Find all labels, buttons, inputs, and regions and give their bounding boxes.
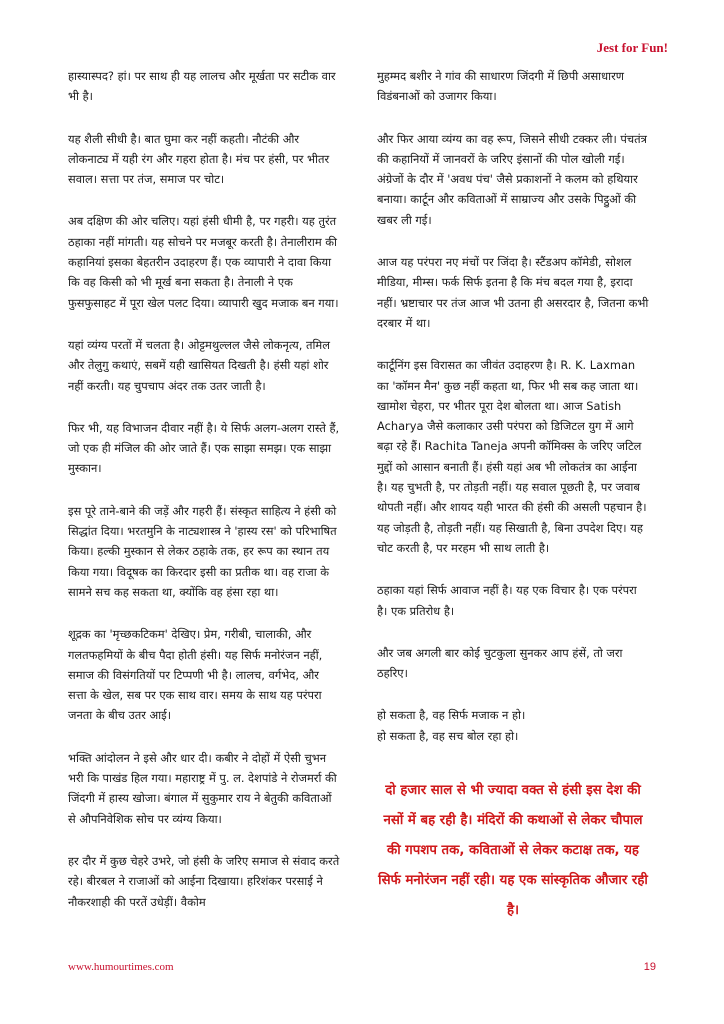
pull-quote: दो हजार साल से भी ज्यादा वक्त से हंसी इस देश की नसों में बह रही है। मंदिरों की कथाओं से लेकर चौपाल की गपशप तक, कविताओं से लेकर कटाक्ष तक, यह सिर्फ मनोरंजन नहीं रही। यह एक सांस्कृतिक औजार रही है। [378,783,648,919]
paragraph: मुहम्मद बशीर ने गांव की साधारण जिंदगी में छिपी असाधारण विडंबनाओं को उजागर किया। [377,69,624,104]
paragraph: इस पूरे ताने-बाने की जड़ें और गहरी हैं। संस्कृत साहित्य ने हंसी को सिद्धांत दिया। भरतमुनि के नाट्यशास्त्र ने 'हास्य रस' को परिभाषित किया। हल्की मुस्कान से लेकर ठहाके तक, हर रूप का स्थान तय किया गया। विदूषक का किरदार इसी का प्रतीक था। वह राजा के सामने सच कह सकता था, क्योंकि वह हंसा रहा था। [68,503,337,599]
paragraph: भक्ति आंदोलन ने इसे और धार दी। कबीर ने दोहों में ऐसी चुभन भरी कि पाखंड हिल गया। महाराष्ट्र में पु. ल. देशपांडे ने रोजमर्रा की जिंदगी में हास्य खोजा। बंगाल में सुकुमार राय ने बेतुकी कविताओं से औपनिवेशिक सोच पर व्यंग्य किया। [68,750,337,826]
right-column [377,66,649,926]
running-head: Jest for Fun! [596,40,668,55]
paragraph: यहां व्यंग्य परतों में चलता है। ओट्टमथुल्लल जैसे लोकनृत्य, तमिल और तेलुगु कथाएं, सबमें यही खासियत दिखती है। हंसी यहां शोर नहीं करती। यह चुपचाप अंदर तक उतर जाती है। [68,337,330,393]
paragraph: और जब अगली बार कोई चुटकुला सुनकर आप हंसें, तो जरा ठहरिए। [377,645,623,681]
paragraph: हास्यास्पद? हां। पर साथ ही यह लालच और मूर्खता पर सटीक वार भी है। [68,69,336,104]
paragraph: हो सकता है, वह सिर्फ मजाक न हो। हो सकता है, वह सच बोल रहा हो। [377,708,526,743]
footer-url[interactable]: www.humourtimes.com [68,961,174,973]
paragraph: फिर भी, यह विभाजन दीवार नहीं है। ये सिर्फ अलग-अलग रास्ते हैं, जो एक ही मंजिल की ओर जाते हैं। एक साझा समझ। एक साझा मुस्कान। [68,420,340,476]
page-number: 19 [643,961,656,973]
paragraph: और फिर आया व्यंग्य का वह रूप, जिसने सीधी टक्कर ली। पंचतंत्र की कहानियों में जानवरों के जरिए इंसानों की पोल खोली गई। अंग्रेजों के दौर में 'अवध पंच' जैसे प्रकाशनों ने कलम को हथियार बनाया। कार्टून और कविताओं में साम्राज्य और उसके पिट्ठुओं की खबर ली गई। [377,131,647,227]
paragraph: यह शैली सीधी है। बात घुमा कर नहीं कहती। नौटंकी और लोकनाट्य में यही रंग और गहरा होता है। मंच पर हंसी, पर भीतर सवाल। सत्ता पर तंज, समाज पर चोट। [68,131,330,187]
paragraph: आज यह परंपरा नए मंचों पर जिंदा है। स्टैंडअप कॉमेडी, सोशल मीडिया, मीम्स। फर्क सिर्फ इतना है कि मंच बदल गया है, इरादा नहीं। भ्रष्टाचार पर तंज आज भी उतना ही असरदार है, जितना कभी दरबार में था। [377,255,649,330]
paragraph: कार्टूनिंग इस विरासत का जीवंत उदाहरण है। R. K. Laxman का 'कॉमन मैन' कुछ नहीं कहता था, फिर भी सब कह जाता था। खामोश चेहरा, पर भीतर पूरा देश बोलता था। आज Satish Acharya जैसे कलाकार उसी परंपरा को डिजिटल युग में आगे बढ़ा रहे हैं। Rachita Taneja अपनी कॉमिक्स के जरिए जटिल मुद्दों को आसान बनाती हैं। हंसी यहां अब भी लोकतंत्र का आईना है। यह चुभती है, पर तोड़ती नहीं। यह सवाल पूछती है, पर जवाब थोपती नहीं। और शायद यही भारत की हंसी की असली पहचान है। यह जोड़ती है, तोड़ती नहीं। यह सिखाती है, बिना उपदेश दिए। यह चोट करती है, पर मरहम भी साथ लाती है। [377,358,647,555]
left-column [68,66,340,934]
paragraph: अब दक्षिण की ओर चलिए। यहां हंसी धीमी है, पर गहरी। यह तुरंत ठहाका नहीं मांगती। यह सोचने पर मजबूर करती है। तेनालीराम की कहानियां इसका बेहतरीन उदाहरण हैं। एक व्यापारी ने दावा किया कि वह किसी को भी मूर्ख बना सकता है। तेनाली ने एक फुसफुसाहट में पूरा खेल पलट दिया। व्यापारी खुद मजाक बन गया। [68,214,339,310]
paragraph: ठहाका यहां सिर्फ आवाज नहीं है। यह एक विचार है। एक परंपरा है। एक प्रतिरोध है। [377,583,637,618]
paragraph: हर दौर में कुछ चेहरे उभरे, जो हंसी के जरिए समाज से संवाद करते रहे। बीरबल ने राजाओं को आईना दिखाया। हरिशंकर परसाई ने नौकरशाही की परतें उधेड़ीं। वैकोम [68,853,340,909]
paragraph: शूद्रक का 'मृच्छकटिकम' देखिए। प्रेम, गरीबी, चालाकी, और गलतफहमियों के बीच पैदा होती हंसी। यह सिर्फ मनोरंजन नहीं, समाज की विसंगतियों पर टिप्पणी भी है। लालच, वर्गभेद, और सत्ता के खेल, सब पर एक साथ वार। समय के साथ यह परंपरा जनता के बीच उतर आई। [68,627,323,723]
